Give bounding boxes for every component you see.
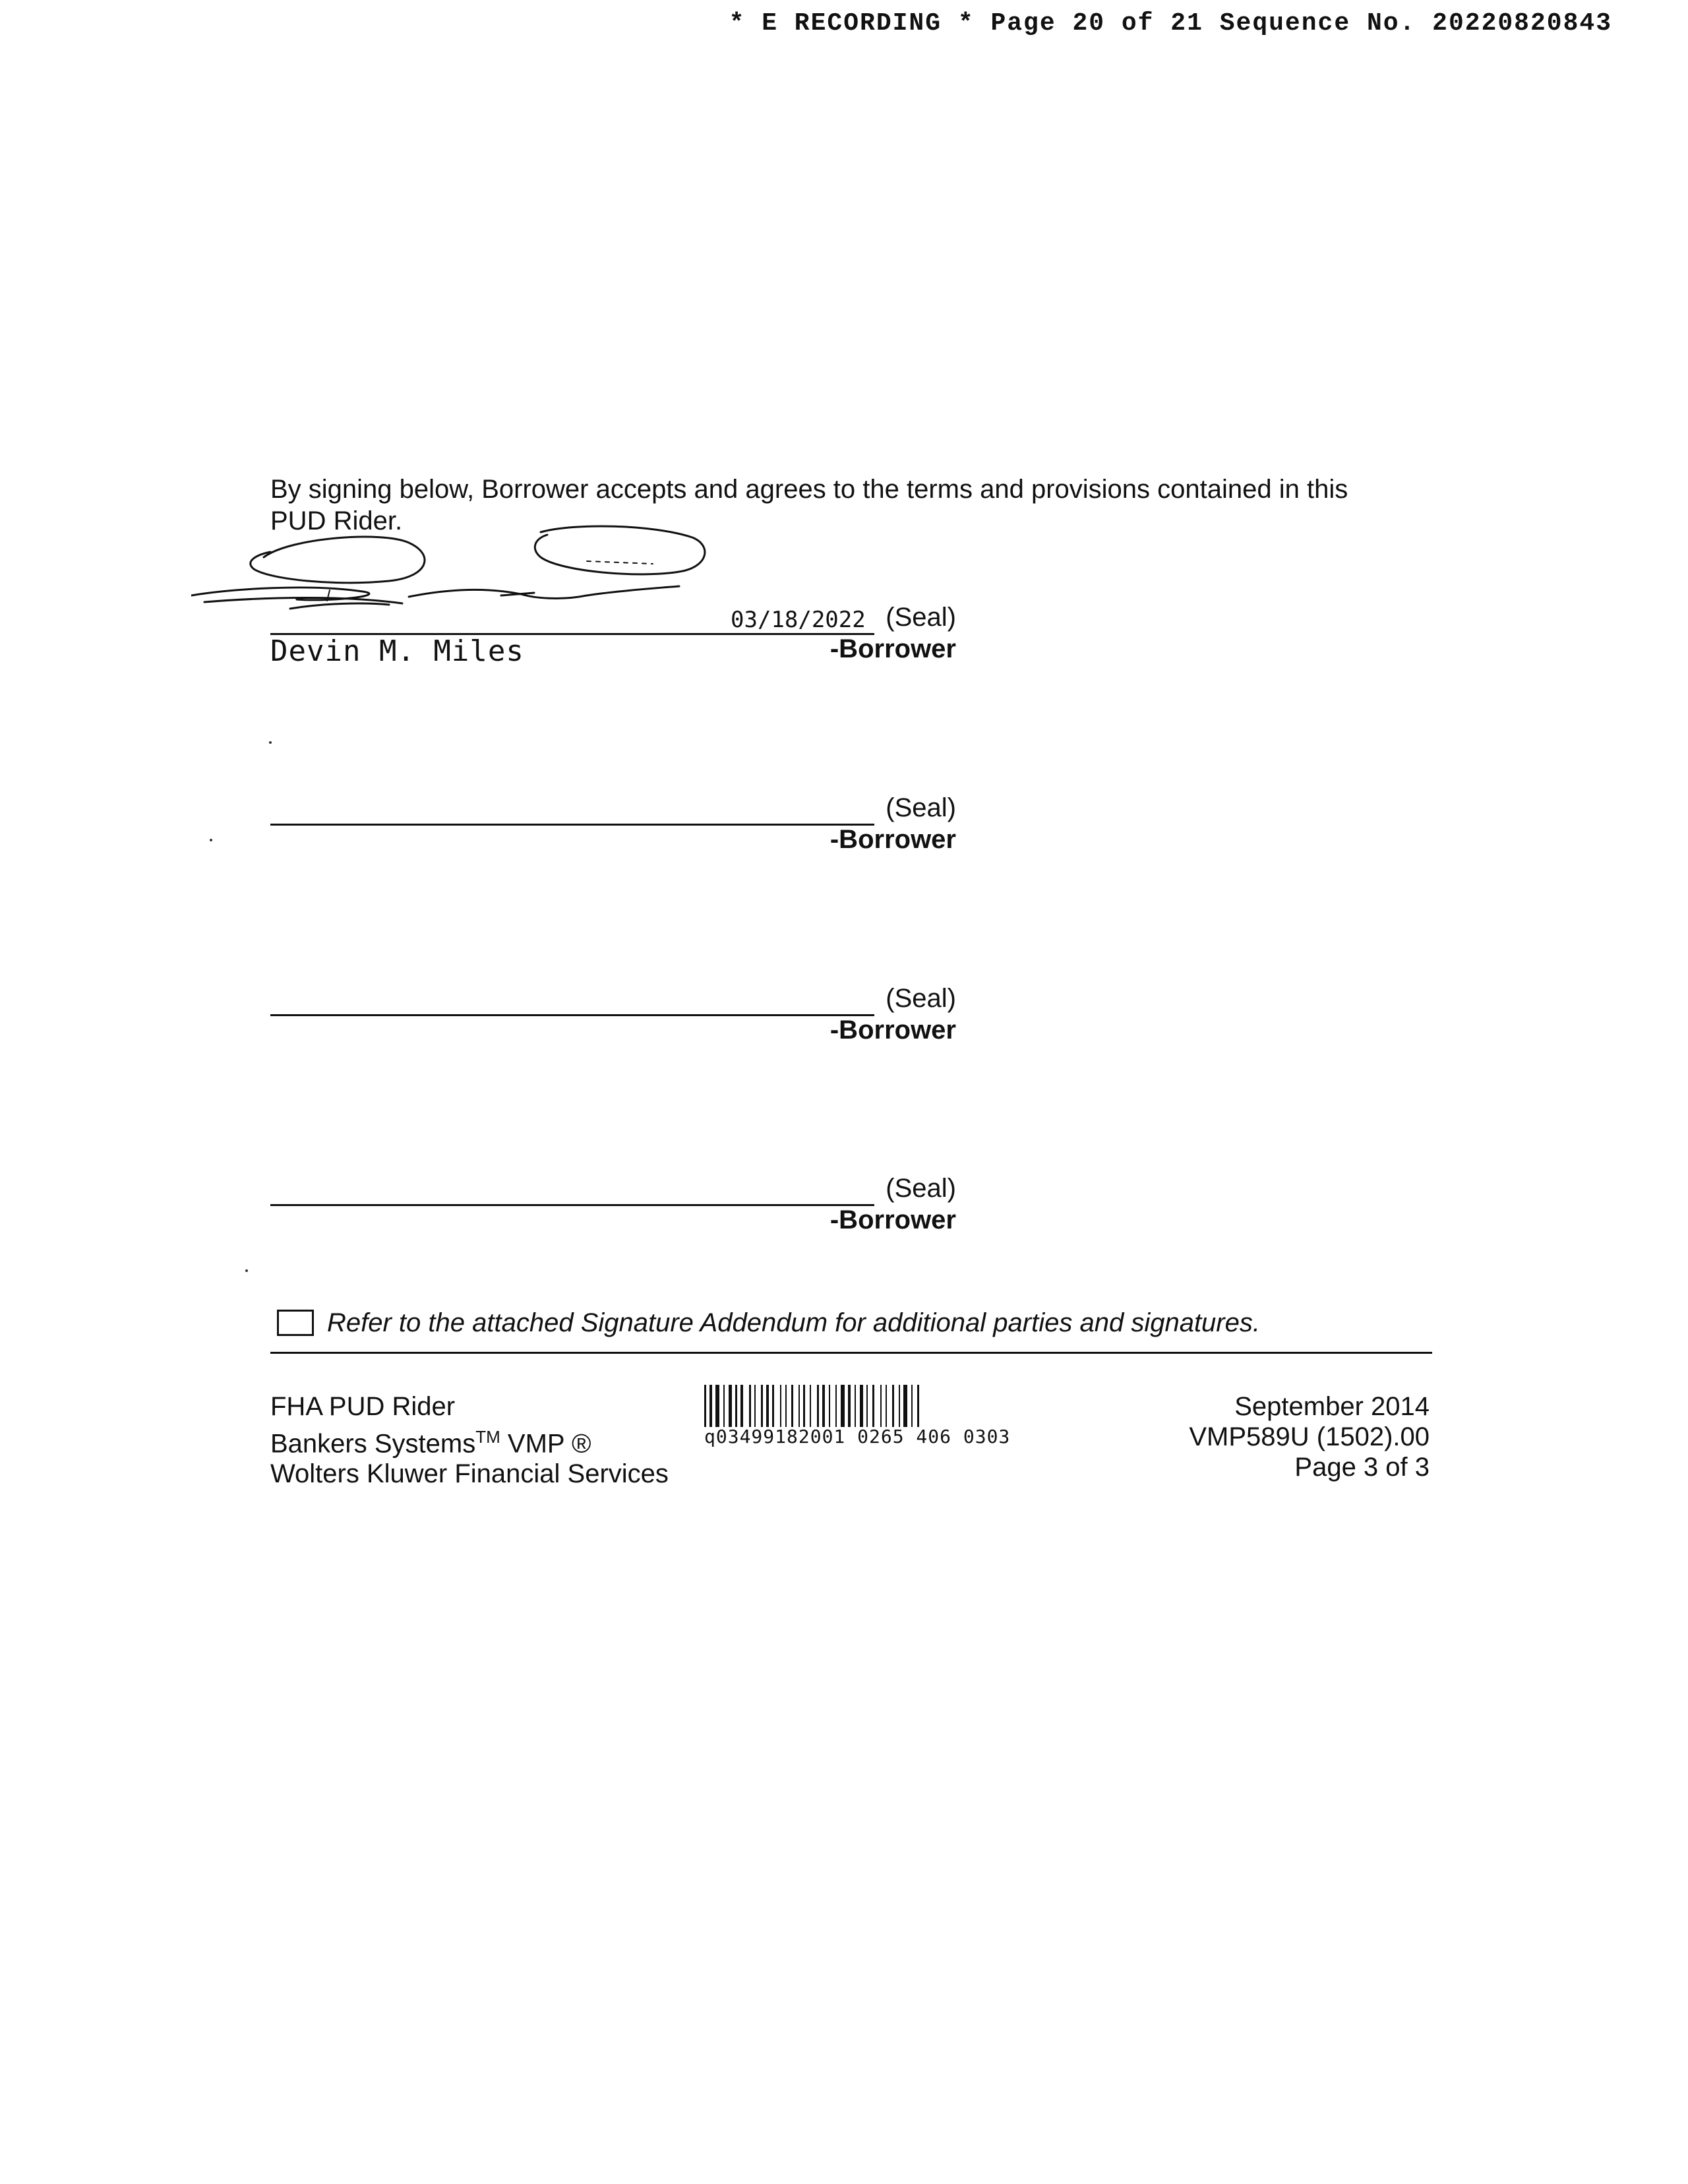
barcode-bar [729,1385,732,1427]
publisher-product: VMP ® [507,1429,591,1459]
barcode-bar [835,1385,837,1427]
form-version-info [1189,1391,1430,1482]
signature-block-2 [270,787,956,859]
publisher-company: Wolters Kluwer Financial Services [270,1459,669,1489]
form-date: September 2014 [1234,1392,1430,1421]
barcode-bar [780,1385,781,1427]
borrower-label: -Borrower [829,825,956,854]
form-title: FHA PUD Rider [270,1392,456,1421]
barcode-bar [886,1385,887,1427]
barcode-bar [761,1385,763,1427]
borrower-label: -Borrower [829,1016,956,1045]
signature-date: 03/18/2022 [731,607,866,633]
barcode-bar [785,1385,787,1427]
document-barcode [704,1385,1159,1427]
seal-label: (Seal) [886,603,956,632]
barcode-bar [892,1385,894,1427]
publisher-name: Bankers Systems [270,1429,476,1459]
signature-block-3 [270,977,956,1050]
barcode-bar [715,1385,719,1427]
barcode-bar [911,1385,913,1427]
page-number: Page 3 of 3 [1294,1453,1430,1482]
borrower-label: -Borrower [829,1205,956,1234]
barcode-bar [766,1385,769,1427]
addendum-checkbox[interactable] [277,1310,314,1336]
barcode-bar [749,1385,751,1427]
barcode-bar [810,1385,811,1427]
barcode-bar [880,1385,882,1427]
seal-label: (Seal) [886,984,956,1013]
barcode-bar [803,1385,805,1427]
barcode-bar [704,1385,706,1427]
barcode-bar [866,1385,868,1427]
seal-label: (Seal) [886,1174,956,1203]
barcode-bar [791,1385,793,1427]
barcode-bar [817,1385,819,1427]
form-number: VMP589U (1502).00 [1189,1422,1430,1451]
barcode-bar [772,1385,774,1427]
signature-line [270,1204,874,1206]
borrower-label: -Borrower [829,634,956,663]
barcode-bar [754,1385,756,1427]
signature-line [270,1014,874,1016]
barcode-bar [855,1385,856,1427]
barcode-bar [860,1385,863,1427]
recording-stamp: * E RECORDING * Page 20 of 21 Sequence No. 20220820843 [729,9,1612,38]
scan-speck [245,1269,248,1272]
barcode-bar [903,1385,907,1427]
form-identification [270,1391,669,1489]
signature-block-4 [270,1167,956,1240]
scan-speck [269,741,272,744]
signature-block-1 [270,596,956,669]
barcode-bar [735,1385,737,1427]
barcode-bar [709,1385,712,1427]
barcode-bar [872,1385,874,1427]
signature-line [270,824,874,826]
addendum-text: Refer to the attached Signature Addendum for additional parties and signatures. [327,1308,1260,1337]
barcode-bar [799,1385,800,1427]
barcode-bar [723,1385,725,1427]
borrower-name: Devin M. Miles [270,634,524,668]
barcode-bar [822,1385,825,1427]
barcode-bar [917,1385,919,1427]
barcode-bar [829,1385,830,1427]
footer-divider [270,1352,1432,1354]
trademark-mark: TM [475,1427,500,1447]
publisher-line [270,1422,669,1459]
barcode-bar [740,1385,743,1427]
scan-speck [210,839,212,841]
seal-label: (Seal) [886,793,956,822]
acceptance-statement: By signing below, Borrower accepts and agrees to the terms and provisions contained in this PUD Rider. [270,475,1348,535]
barcode-bar [841,1385,845,1427]
barcode-bar [899,1385,900,1427]
barcode-number: q03499182001 0265 406 0303 [704,1426,1011,1447]
barcode-bar [848,1385,851,1427]
